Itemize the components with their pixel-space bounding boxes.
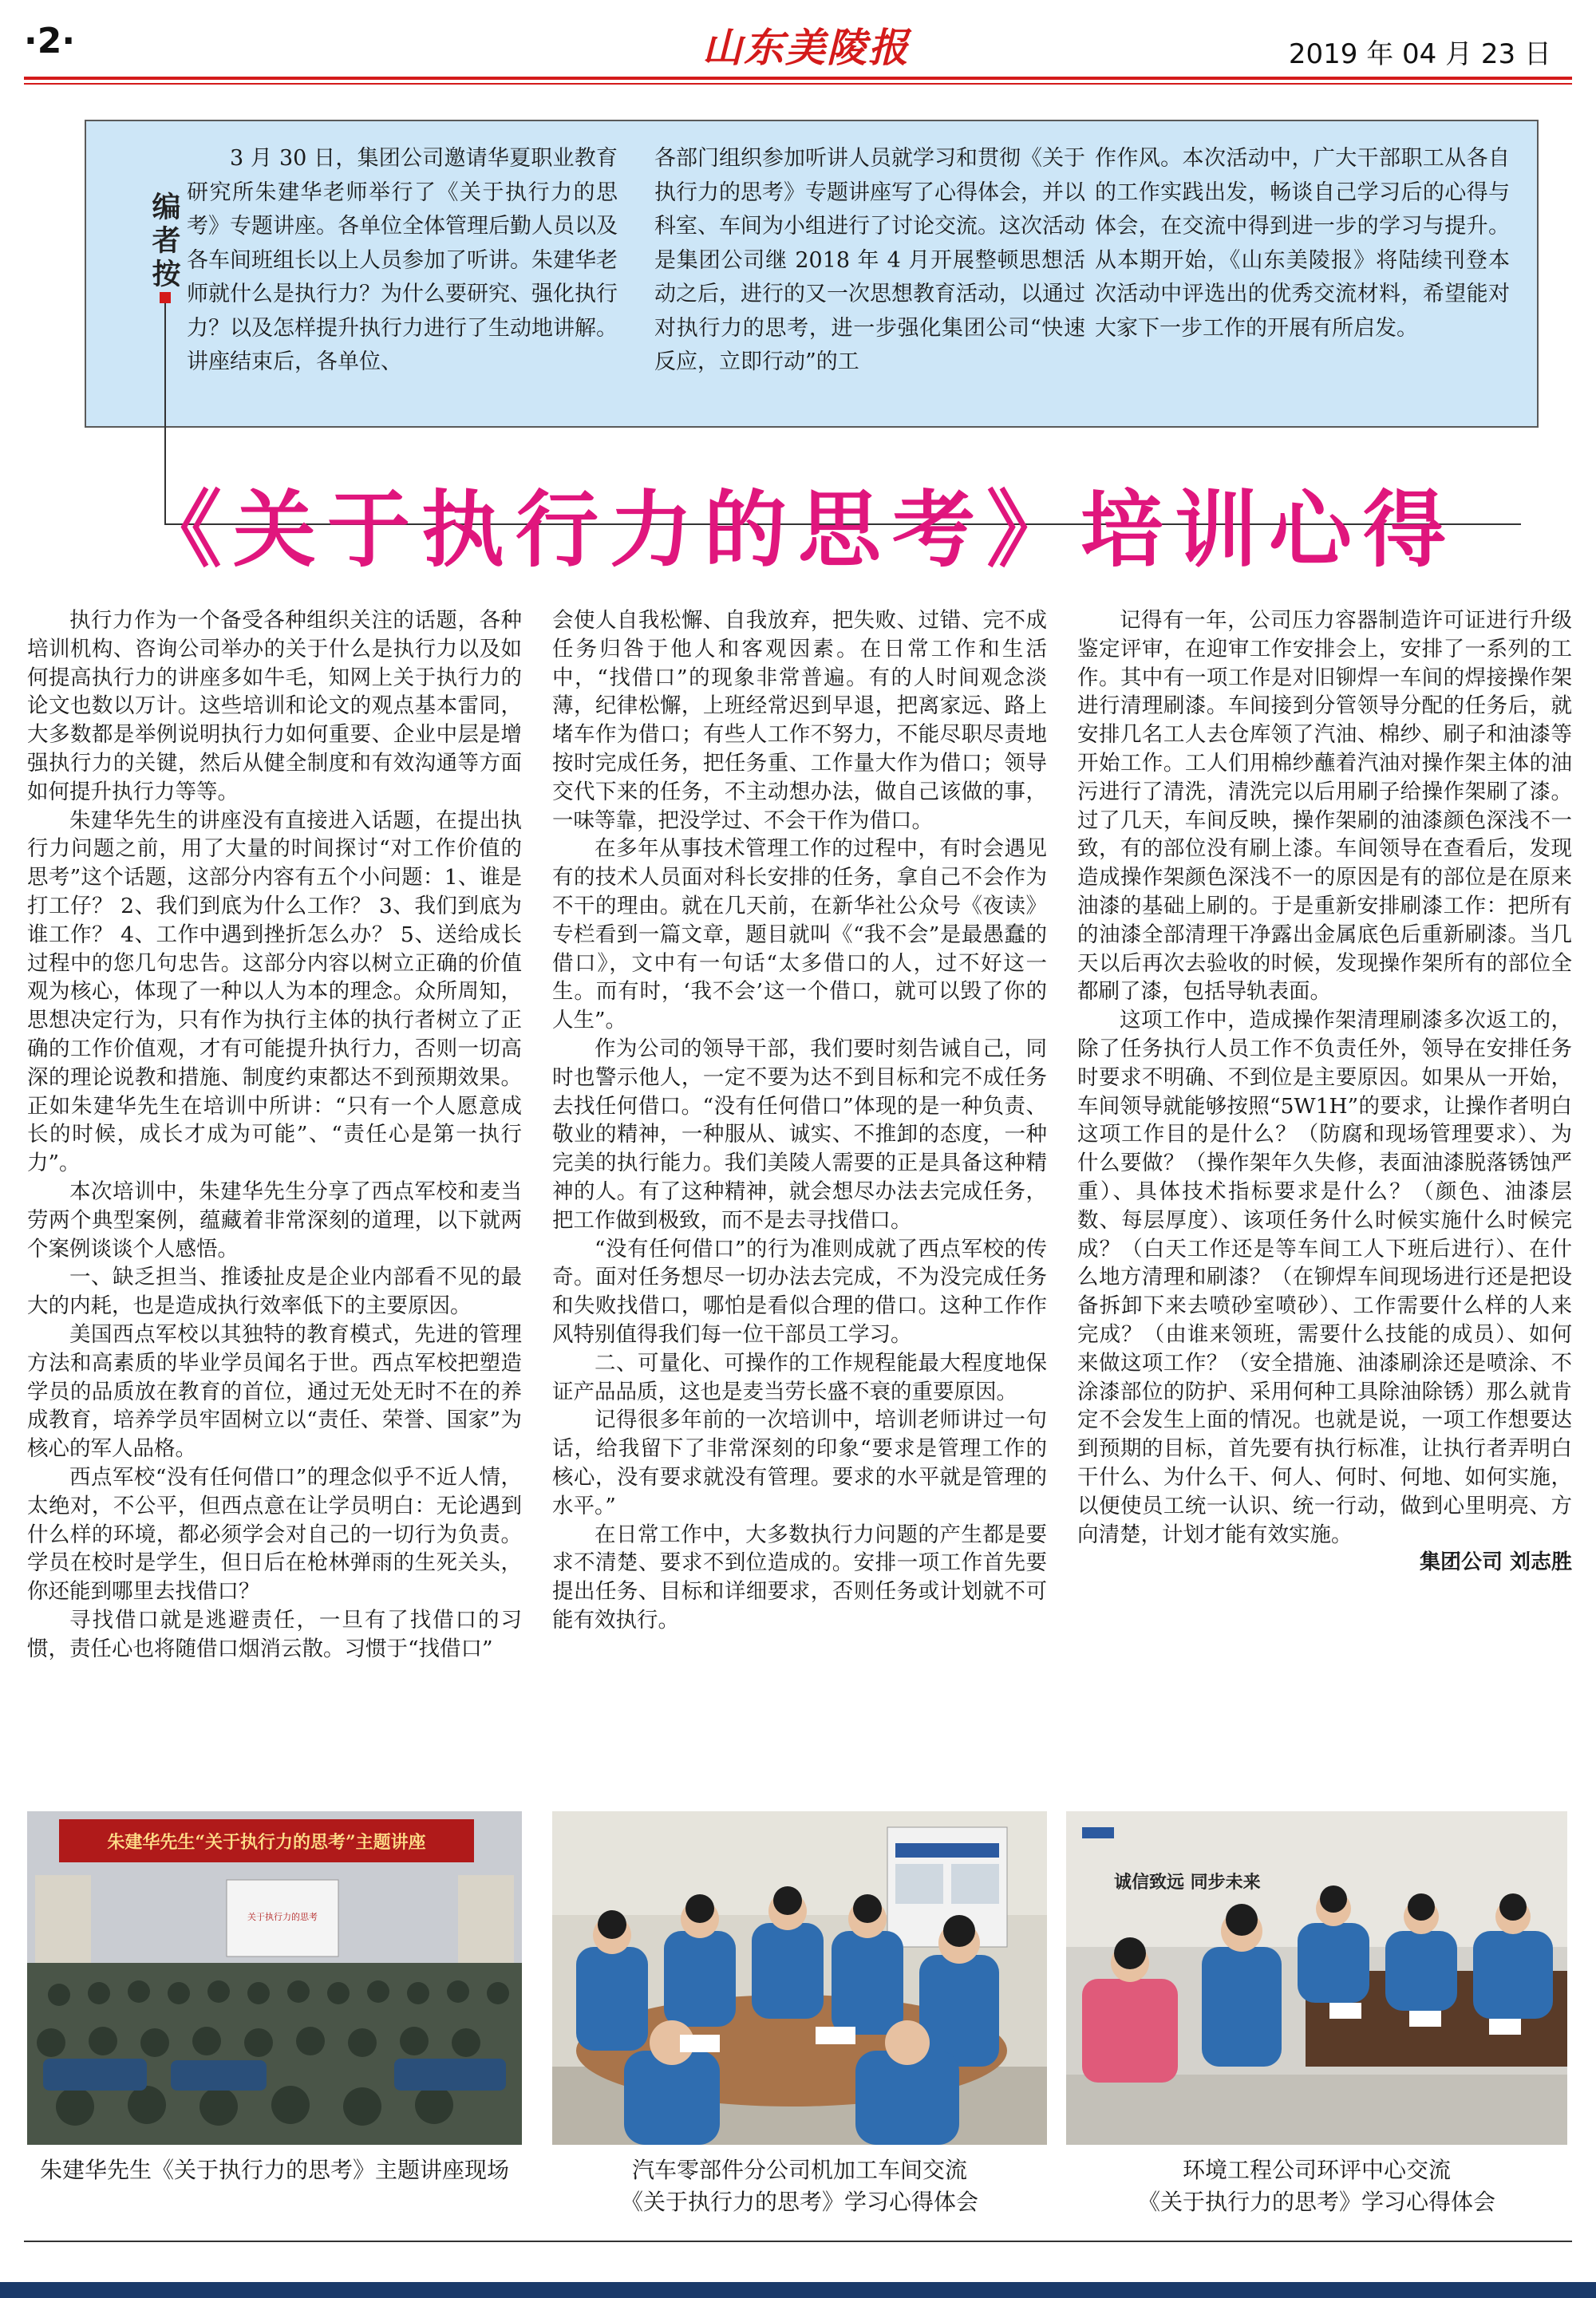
article-column-1	[27, 606, 522, 1663]
article-column-2	[552, 606, 1047, 1635]
editor-note-box	[85, 120, 1539, 428]
article-headline: 《关于执行力的思考》培训心得	[138, 480, 1457, 578]
projector-screen-text: 关于执行力的思考	[247, 1912, 318, 1922]
header-rule	[24, 77, 1572, 80]
photo-caption-3	[1066, 2154, 1567, 2218]
issue-date: 2019 年 04 月 23 日	[1288, 38, 1551, 70]
photo-workshop-discussion	[552, 1811, 1047, 2145]
header-rule-thin	[24, 83, 1572, 85]
paragraph: 记得有一年，公司压力容器制造许可证进行升级鉴定评审，在迎审工作安排会上，安排了一系列的工作。其中有一项工作是对旧铆焊一车间的焊接操作架进行清理刷漆。车间接到分管领导分配的任务后，就安排几名工人去仓库领了汽油、棉纱、刷子和油漆等开始工作。工人们用棉纱蘸着汽油对操作架主体的油污进行了清洗，清洗完以后用刷子给操作架刷了漆。过了几天，车间反映，操作架刷的油漆颜色深浅不一致，有的部位没有刷上漆。车间领导在查看后，发现造成操作架颜色深浅不一的原因是有的部位是在原来油漆的基础上刷的。于是重新安排刷漆工作：把所有的油漆全部清理干净露出金属底色后重新刷漆。当几天以后再次去验收的时候，发现操作架所有的部位全都刷了漆，包括导轨表面。	[1077, 608, 1572, 1005]
page-number: ·2·	[24, 21, 76, 61]
caption-line: 《关于执行力的思考》学习心得体会	[1137, 2189, 1495, 2215]
photo-office-meeting	[1066, 1811, 1567, 2145]
photo-lecture-hall	[27, 1811, 522, 2145]
paragraph: 会使人自我松懈、自我放弃，把失败、过错、完不成任务归咎于他人和客观因素。在日常工作和生活中，“找借口”的现象非常普遍。有的人时间观念淡薄，纪律松懈，上班经常迟到早退，把离家远、路上堵车作为借口；有些人工作不努力，不能尽职尽责地按时完成任务，把任务重、工作量大作为借口；领导交代下来的任务，不主动想办法，做自己该做的事，一味等靠，把没学过、不会干作为借口。	[552, 608, 1047, 833]
editor-note-col-1: 3 月 30 日，集团公司邀请华夏职业教育研究所朱建华老师举行了《关于执行力的思考》专题讲座。各单位全体管理后勤人员以及各车间班组长以上人员参加了听讲。朱建华老师就什么是执行力？为什么要研究、强化执行力？以及怎样提升执行力进行了生动地讲解。讲座结束后，各单位、	[187, 146, 618, 374]
editor-note-label: 编者按	[148, 192, 181, 292]
editor-note-marker	[160, 292, 171, 303]
wall-slogan: 诚信致远 同步未来	[1114, 1872, 1261, 1893]
paragraph: 在日常工作中，大多数执行力问题的产生都是要求不清楚、要求不到位造成的。安排一项工作首先要提出任务、目标和详细要求，否则任务或计划就不可能有效执行。	[552, 1522, 1047, 1633]
paragraph: 这项工作中，造成操作架清理刷漆多次返工的，除了任务执行人员工作不负责任外，领导在安排任务时要求不明确、不到位是主要原因。如果从一开始，车间领导就能够按照“5W1H”的要求，让操作者明白这项工作目的是什么？（防腐和现场管理要求）、为什么要做？（操作架年久失修，表面油漆脱落锈蚀严重）、具体技术指标要求是什么？（颜色、油漆层数、每层厚度）、该项任务什么时候实施什么时候完成？（白天工作还是等车间工人下班后进行）、在什么地方清理和刷漆？（在铆焊车间现场进行还是把设备拆卸下来去喷砂室喷砂）、工作需要什么样的人来完成？（由谁来领班，需要什么技能的成员）、如何来做这项工作？（安全措施、油漆刷涂还是喷涂、不涂漆部位的防护、采用何种工具除油除锈）那么就肯定不会发生上面的情况。也就是说，一项工作想要达到预期的目标，首先要有执行标准，让执行者弄明白干什么、为什么干、何人、何时、何地、如何实施，以便使员工统一认识、统一行动，做到心里明亮、方向清楚，计划才能有效实施。	[1077, 1008, 1572, 1547]
caption-line: 《关于执行力的思考》学习心得体会	[620, 2189, 978, 2215]
caption-line: 朱建华先生《关于执行力的思考》主题讲座现场	[39, 2157, 509, 2183]
paragraph: 二、可量化、可操作的工作规程能最大程度地保证产品品质，这也是麦当劳长盛不衰的重要原因。	[552, 1350, 1047, 1404]
page-header	[0, 0, 1596, 96]
masthead-logo: 山东美陵报	[702, 24, 910, 71]
paragraph: 一、缺乏担当、推诿扯皮是企业内部看不见的最大的内耗，也是造成执行效率低下的主要原因。	[27, 1265, 522, 1319]
article-column-3	[1077, 606, 1572, 1577]
paragraph: 本次培训中，朱建华先生分享了西点军校和麦当劳两个典型案例，蕴藏着非常深刻的道理，以下就两个案例谈谈个人感悟。	[27, 1179, 522, 1262]
paragraph: 寻找借口就是逃避责任，一旦有了找借口的习惯，责任心也将随借口烟消云散。习惯于“找借口”	[27, 1607, 522, 1661]
footer-band	[0, 2282, 1596, 2298]
caption-line: 汽车零部件分公司机加工车间交流	[631, 2157, 967, 2183]
paragraph: 西点军校“没有任何借口”的理念似乎不近人情，太绝对，不公平，但西点意在让学员明白：无论遇到什么样的环境，都必须学会对自己的一切行为负责。学员在校时是学生，但日后在枪林弹雨的生死关头，你还能到哪里去找借口？	[27, 1464, 522, 1605]
editor-note-col-3: 作作风。本次活动中，广大干部职工从各自的工作实践出发，畅谈自己学习后的心得与体会，在交流中得到进一步的学习与提升。从本期开始，《山东美陵报》将陆续刊登本次活动中评选出的优秀交流材料，希望能对大家下一步工作的开展有所启发。	[1095, 146, 1510, 341]
paragraph: 朱建华先生的讲座没有直接进入话题，在提出执行力问题之前，用了大量的时间探讨“对工作价值的思考”这个话题，这部分内容有五个小问题：1、谁是打工仔？ 2、我们到底为什么工作？ 3、我们到底为谁工作？ 4、工作中遇到挫折怎么办？ 5、送给成长过程中的您几句忠告。这部分内容以树立正确的价值观为核心，体现了一种以人为本的理念。众所周知，思想决定行为，只有作为执行主体的执行者树立了正确的工作价值观，才有可能提升执行力，否则一切高深的理论说教和措施、制度约束都达不到预期效果。正如朱建华先生在培训中所讲：“只有一个人愿意成长的时候，成长才成为可能”、“责任心是第一执行力”。	[27, 807, 522, 1176]
paragraph: 美国西点军校以其独特的教育模式，先进的管理方法和高素质的毕业学员闻名于世。西点军校把塑造学员的品质放在教育的首位，通过无处无时不在的养成教育，培养学员牢固树立以“责任、荣誉、国家”为核心的军人品格。	[27, 1321, 522, 1462]
lecture-banner-text: 朱建华先生“关于执行力的思考”主题讲座	[107, 1832, 426, 1853]
author-byline: 集团公司 刘志胜	[1419, 1550, 1572, 1575]
caption-line: 环境工程公司环评中心交流	[1182, 2157, 1451, 2183]
paragraph: 在多年从事技术管理工作的过程中，有时会遇见有的技术人员面对科长安排的任务，拿自己不会作为不干的理由。就在几天前，在新华社公众号《夜读》专栏看到一篇文章，题目就叫《“我不会”是最愚蠢的借口》，文中有一句话“太多借口的人，过不好这一生。而有时，‘我不会’这一个借口，就可以毁了你的人生”。	[552, 836, 1047, 1033]
paragraph: 执行力作为一个备受各种组织关注的话题，各种培训机构、咨询公司举办的关于什么是执行力以及如何提高执行力的讲座多如牛毛，知网上关于执行力的论文也数以万计。这些培训和论文的观点基本雷同，大多数都是举例说明执行力如何重要、企业中层是增强执行力的关键，然后从健全制度和有效沟通等方面如何提升执行力等等。	[27, 608, 522, 804]
photo-caption-2	[552, 2154, 1047, 2218]
paragraph: 记得很多年前的一次培训中，培训老师讲过一句话，给我留下了非常深刻的印象“要求是管理工作的核心，没有要求就没有管理。要求的水平就是管理的水平。”	[552, 1408, 1047, 1518]
paragraph: 作为公司的领导干部，我们要时刻告诫自己，同时也警示他人，一定不要为达不到目标和完不成任务去找任何借口。“没有任何借口”体现的是一种负责、敬业的精神，一种服从、诚实、不推卸的态度，一种完美的执行能力。我们美陵人需要的正是具备这种精神的人。有了这种精神，就会想尽办法去完成任务，把工作做到极致，而不是去寻找借口。	[552, 1036, 1047, 1233]
photo-caption-1	[27, 2154, 522, 2186]
footer-rule	[24, 2241, 1572, 2242]
paragraph: “没有任何借口”的行为准则成就了西点军校的传奇。面对任务想尽一切办法去完成，不为没完成任务和失败找借口，哪怕是看似合理的借口。这种工作作风特别值得我们每一位干部员工学习。	[552, 1236, 1047, 1347]
editor-note-col-2: 各部门组织参加听讲人员就学习和贯彻《关于执行力的思考》专题讲座写了心得体会，并以科室、车间为小组进行了讨论交流。这次活动是集团公司继 2018 年 4 月开展整顿思想活动之后，进行的又一次思想教育活动，以通过对执行力的思考，进一步强化集团公司“快速反应，立即行动”的工	[654, 146, 1085, 374]
